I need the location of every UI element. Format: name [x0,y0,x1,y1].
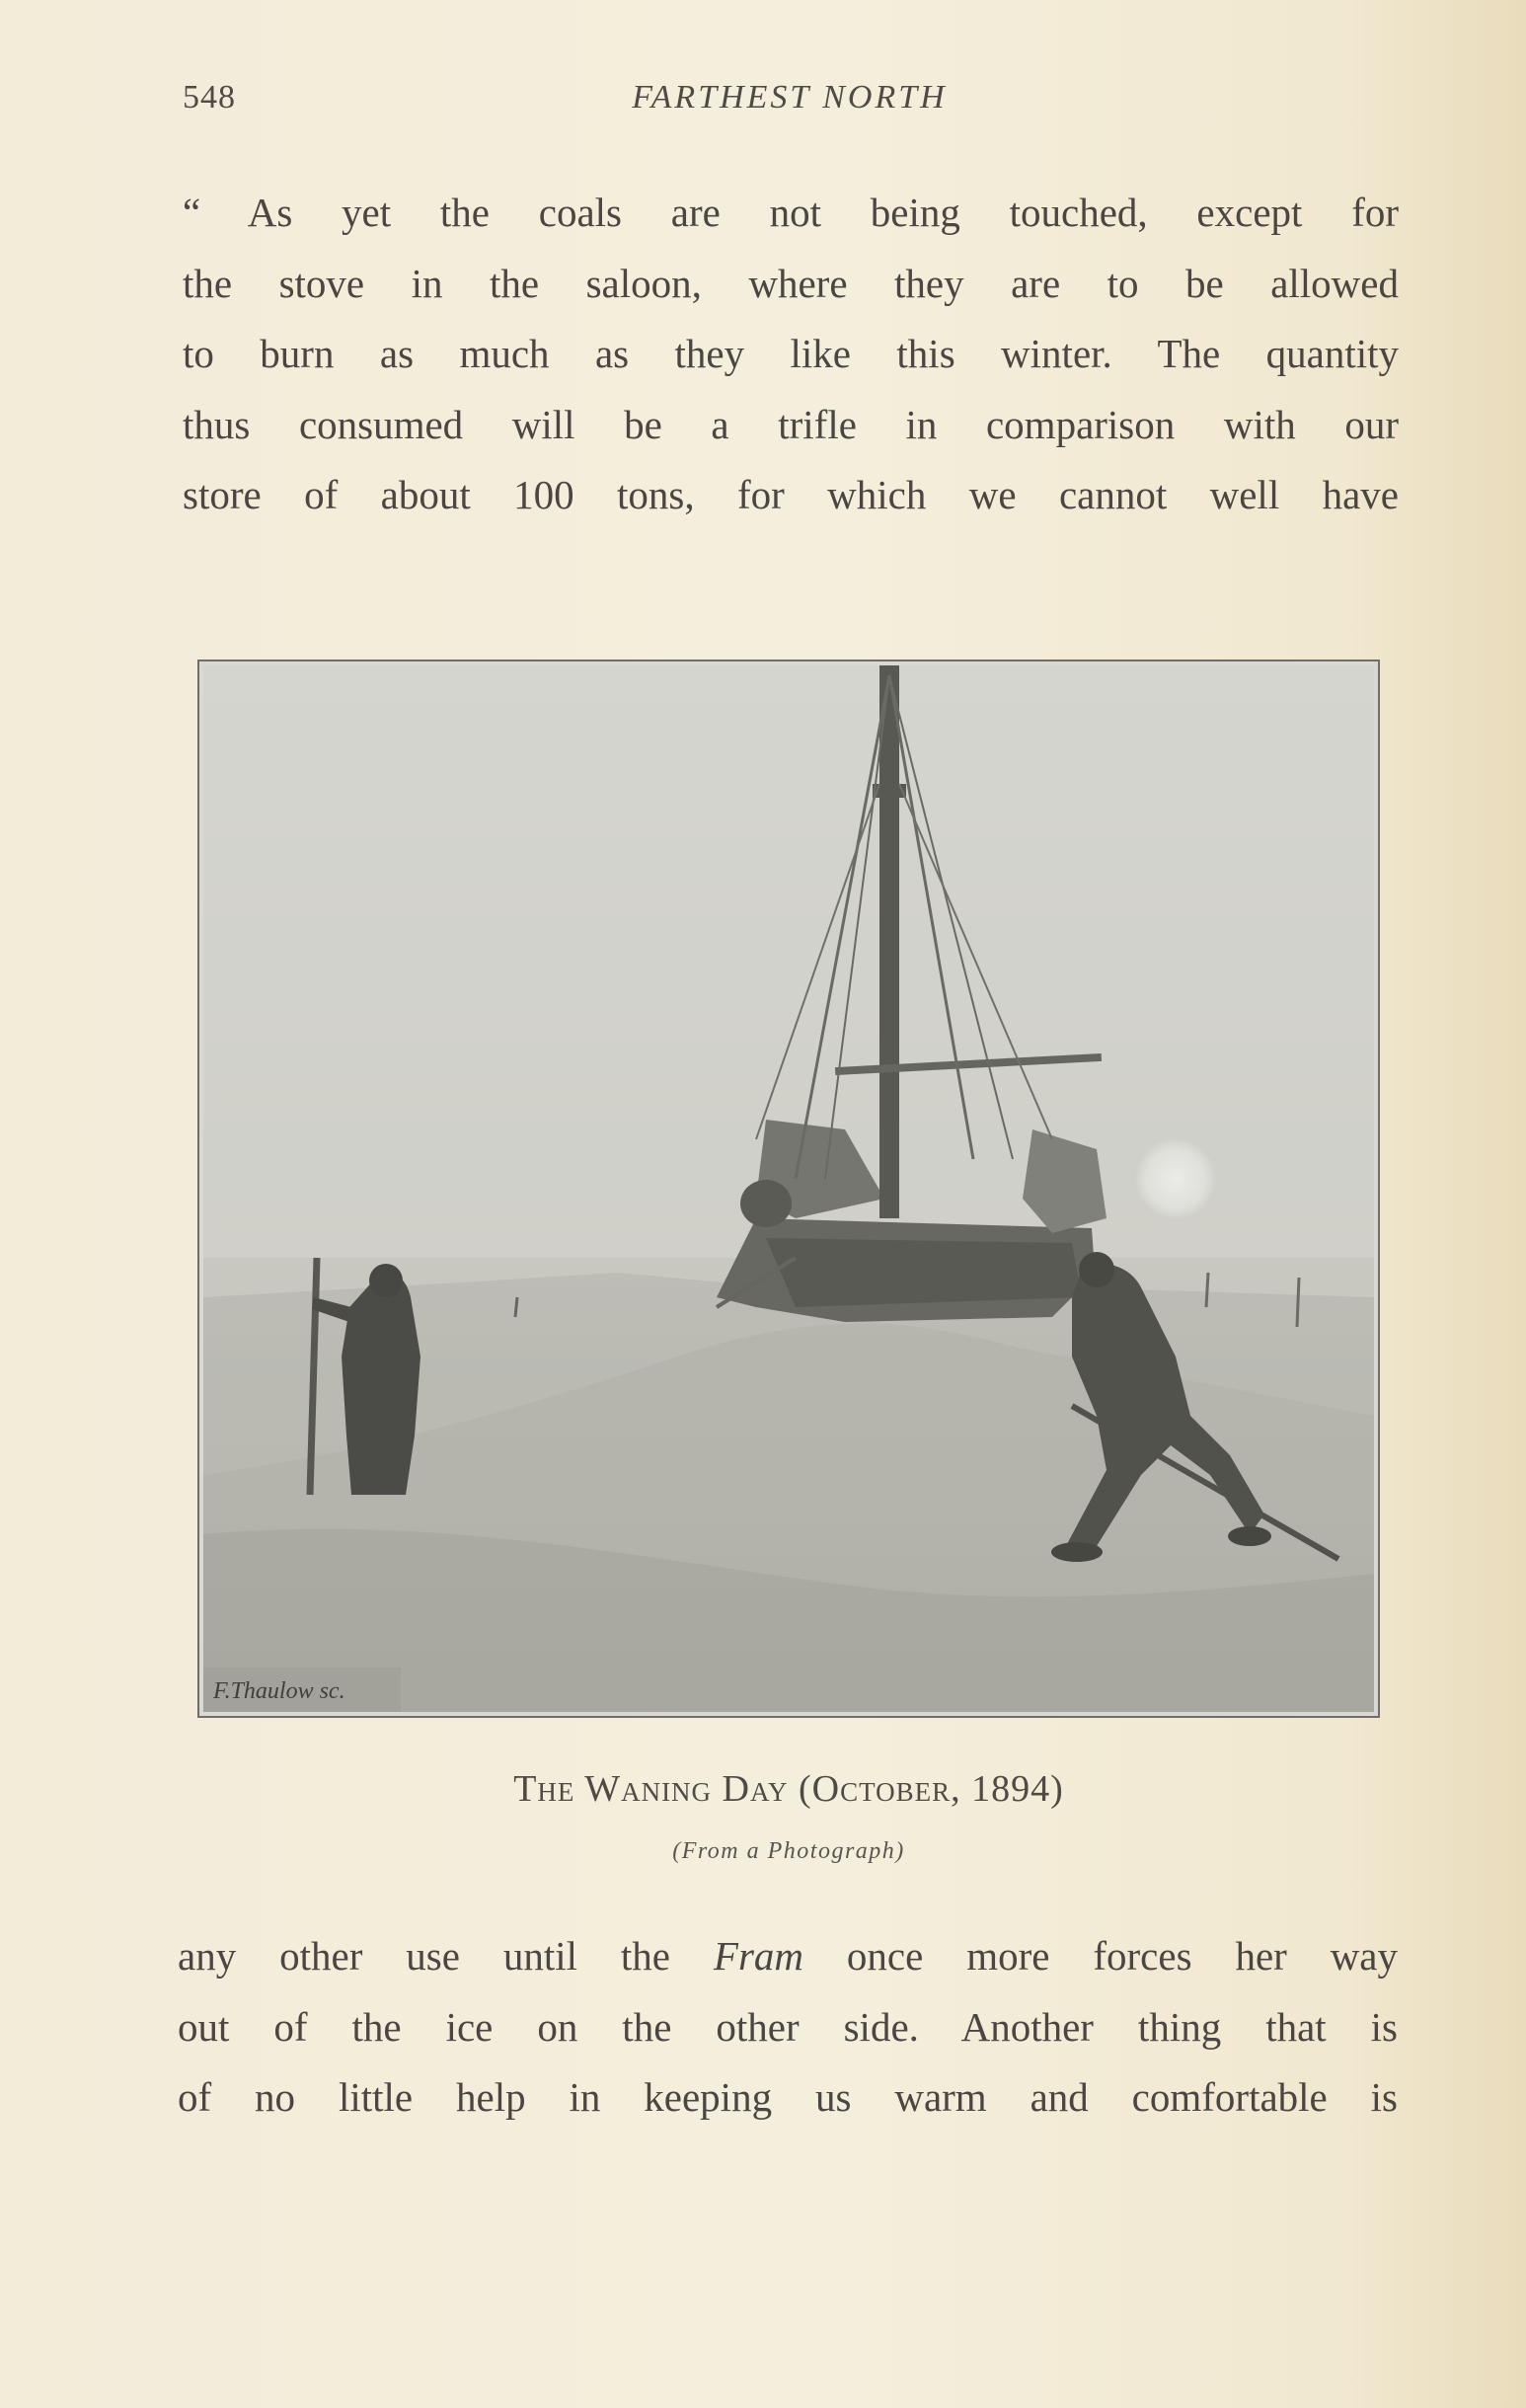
text-run: once more forces her way [803,1933,1399,1979]
text-run: any other use until the [178,1933,714,1979]
paragraph-top [183,178,1399,531]
running-head [183,79,1397,138]
engraver-signature [203,1668,401,1712]
figure-credit: (From a Photograph) [672,1838,905,1864]
text-line: thus consumed will be a trifle in comparison with our [183,401,1399,447]
halftone-photograph [197,660,1380,1718]
text-line [178,1921,1398,1992]
running-title: FARTHEST NORTH [632,79,948,116]
figure-caption: The Waning Day (October, 1894) [513,1768,1064,1810]
text-line: of no little help in keeping us warm and comfortable is [178,2074,1398,2120]
text-line: store of about 100 tons, for which we cannot well have [183,472,1399,517]
ship-in-ice-illustration [203,665,1374,1712]
ship-name: Fram [713,1933,804,1979]
text-line: out of the ice on the other side. Another thing that is [178,2003,1398,2050]
paragraph-bottom [178,1921,1398,2134]
text-line: “ As yet the coals are not being touched, except for [183,190,1399,235]
text-line: the stove in the saloon, where they are to be allowed [183,260,1399,306]
text-line: to burn as much as they like this winter. The quantity [183,331,1399,376]
page-number: 548 [183,79,236,116]
svg-text:F.Thaulow sc.: F.Thaulow sc. [213,1678,345,1704]
